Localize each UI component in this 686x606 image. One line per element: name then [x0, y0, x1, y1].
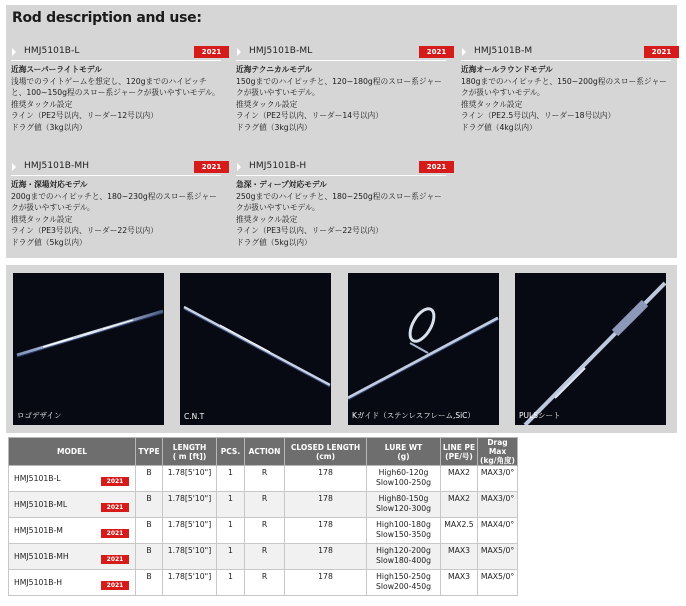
- header-model: MODEL: [9, 438, 136, 466]
- rod-category: 近海テクニカルモデル: [236, 65, 313, 74]
- year-badge: 2021: [101, 503, 129, 512]
- rod-model-name: HMJ5101B-M: [474, 46, 533, 56]
- cell-drag-max: MAX3/0°: [478, 466, 518, 492]
- cell-closed-length: 178: [285, 492, 367, 518]
- cell-drag-max: MAX3/0°: [478, 492, 518, 518]
- cell-length: 1.78[5'10"]: [163, 570, 217, 596]
- cell-line-pe: MAX3: [441, 570, 478, 596]
- year-badge: 2021: [644, 46, 679, 58]
- rod-card-ml: [236, 45, 447, 132]
- cell-closed-length: 178: [285, 544, 367, 570]
- cell-lure-wt: High120-200g Slow180-400g: [367, 544, 441, 570]
- rod-card-m: [461, 45, 672, 132]
- header-action: ACTION: [245, 438, 285, 466]
- rod-description-panel: [6, 5, 677, 258]
- rod-model-name: HMJ5101B-L: [24, 46, 80, 56]
- year-badge: 2021: [419, 46, 454, 58]
- cell-model: HMJ5101B-M 2021: [9, 518, 136, 544]
- rod-text-line: クが扱いやすいモデル。: [236, 203, 320, 213]
- table-row: [9, 544, 518, 570]
- year-badge: 2021: [101, 477, 129, 486]
- rod-card-h: [236, 160, 447, 247]
- rod-text-line: 150gまでのハイピッチと、120~180g程のスロー系ジャー: [236, 76, 442, 86]
- cell-closed-length: 178: [285, 518, 367, 544]
- divider: [11, 175, 221, 176]
- cell-drag-max: MAX5/0°: [478, 570, 518, 596]
- header-closed-length: CLOSED LENGTH (cm): [285, 438, 367, 466]
- year-badge: 2021: [101, 581, 129, 590]
- cell-action: R: [245, 492, 285, 518]
- cell-action: R: [245, 544, 285, 570]
- rod-text-line: ライン（PE2号以内、リーダー14号以内）: [236, 111, 383, 121]
- year-badge: 2021: [419, 161, 454, 173]
- rod-logo-image: [13, 273, 164, 425]
- divider: [236, 175, 446, 176]
- rod-model-name: HMJ5101B-H: [249, 161, 307, 171]
- rod-category: 近海オールラウンドモデル: [461, 65, 553, 74]
- year-badge: 2021: [101, 529, 129, 538]
- rod-text-line: ドラグ値（3kg以内）: [236, 122, 312, 132]
- arrow-right-icon: [12, 48, 16, 56]
- cell-action: R: [245, 570, 285, 596]
- rod-model-name: HMJ5101B-MH: [24, 161, 90, 171]
- cell-action: R: [245, 466, 285, 492]
- rod-text-line: 推奨タックル設定: [236, 99, 298, 109]
- rod-card-header: [236, 45, 446, 60]
- photo-caption: C.N.T: [184, 412, 205, 421]
- cell-lure-wt: High150-250g Slow200-450g: [367, 570, 441, 596]
- year-badge: 2021: [194, 161, 229, 173]
- cell-model: HMJ5101B-H 2021: [9, 570, 136, 596]
- cell-model: HMJ5101B-MH 2021: [9, 544, 136, 570]
- rod-description: [236, 179, 449, 249]
- header-line-pe: LINE PE (PE/号): [441, 438, 478, 466]
- cell-type: B: [136, 544, 163, 570]
- cell-lure-wt: High80-150g Slow120-300g: [367, 492, 441, 518]
- cell-type: B: [136, 466, 163, 492]
- rod-text-line: ドラグ値（5kg以内）: [11, 237, 87, 247]
- rod-text-line: 浅場でのライトゲームを想定し、120gまでのハイピッチ: [11, 76, 207, 86]
- cell-line-pe: MAX2.5: [441, 518, 478, 544]
- cell-type: B: [136, 570, 163, 596]
- table-row: [9, 518, 518, 544]
- arrow-right-icon: [237, 163, 241, 171]
- photo-k-guide: [348, 273, 499, 425]
- section-title: Rod description and use:: [12, 10, 202, 26]
- rod-text-line: ライン（PE2号以内、リーダー12号以内）: [11, 111, 158, 121]
- cell-line-pe: MAX3: [441, 544, 478, 570]
- cell-lure-wt: High60-120g Slow100-250g: [367, 466, 441, 492]
- arrow-right-icon: [462, 48, 466, 56]
- cell-pcs: 1: [217, 570, 245, 596]
- spec-table: [8, 437, 518, 596]
- cell-closed-length: 178: [285, 570, 367, 596]
- rod-card-header: [236, 160, 446, 175]
- rod-text-line: 推奨タックル設定: [11, 99, 73, 109]
- rod-category: 近海・深場対応モデル: [11, 180, 88, 189]
- arrow-right-icon: [12, 163, 16, 171]
- photo-caption: PULSシート: [519, 411, 561, 420]
- cell-type: B: [136, 492, 163, 518]
- table-row: [9, 492, 518, 518]
- cell-model: HMJ5101B-ML 2021: [9, 492, 136, 518]
- cell-length: 1.78[5'10"]: [163, 492, 217, 518]
- rod-card-header: [11, 45, 221, 60]
- table-row: [9, 570, 518, 596]
- rod-text-line: ドラグ値（4kg以内）: [461, 122, 537, 132]
- rod-text-line: ドラグ値（5kg以内）: [236, 237, 312, 247]
- cell-lure-wt: High100-180g Slow150-350g: [367, 518, 441, 544]
- cell-action: R: [245, 518, 285, 544]
- cell-length: 1.78[5'10"]: [163, 518, 217, 544]
- rod-cnt-image: [180, 273, 331, 425]
- rod-text-line: 200gまでのハイピッチと、180~230g程のスロー系ジャー: [11, 191, 217, 201]
- rod-text-line: クが扱いやすいモデル。: [11, 203, 95, 213]
- photo-puls-seat: [515, 273, 666, 425]
- divider: [461, 60, 671, 61]
- table-header-row: [9, 438, 518, 466]
- photo-logo-design: [13, 273, 164, 425]
- cell-length: 1.78[5'10"]: [163, 544, 217, 570]
- photo-cnt: [180, 273, 331, 425]
- rod-text-line: ライン（PE3号以内、リーダー22号以内）: [236, 226, 383, 236]
- cell-line-pe: MAX2: [441, 492, 478, 518]
- cell-pcs: 1: [217, 492, 245, 518]
- rod-card-mh: [11, 160, 222, 247]
- feature-gallery: [6, 265, 677, 433]
- rod-guide-image: [348, 273, 499, 425]
- rod-text-line: クが扱いやすいモデル。: [236, 88, 320, 98]
- table-row: [9, 466, 518, 492]
- rod-model-name: HMJ5101B-ML: [249, 46, 313, 56]
- rod-text-line: ライン（PE3号以内、リーダー22号以内）: [11, 226, 158, 236]
- cell-pcs: 1: [217, 544, 245, 570]
- cell-type: B: [136, 518, 163, 544]
- rod-seat-image: [515, 273, 666, 425]
- rod-description: [236, 64, 449, 134]
- header-type: TYPE: [136, 438, 163, 466]
- rod-text-line: ドラグ値（3kg以内）: [11, 122, 87, 132]
- arrow-right-icon: [237, 48, 241, 56]
- cell-closed-length: 178: [285, 466, 367, 492]
- rod-card-l: [11, 45, 222, 132]
- year-badge: 2021: [101, 555, 129, 564]
- rod-text-line: と、100~150g程のスロー系ジャークが扱いやすいモデル。: [11, 88, 220, 98]
- photo-caption: ロゴデザイン: [17, 411, 62, 420]
- rod-card-header: [461, 45, 671, 60]
- rod-text-line: 180gまでのハイピッチと、150~200g程のスロー系ジャー: [461, 76, 667, 86]
- header-pcs: PCS.: [217, 438, 245, 466]
- cell-line-pe: MAX2: [441, 466, 478, 492]
- header-drag-max: Drag Max (kg/角度): [478, 438, 518, 466]
- header-lure-wt: LURE WT (g): [367, 438, 441, 466]
- cell-pcs: 1: [217, 466, 245, 492]
- rod-text-line: クが扱いやすいモデル。: [461, 88, 545, 98]
- rod-card-header: [11, 160, 221, 175]
- photo-caption: Kガイド（ステンレスフレーム,SiC）: [352, 411, 475, 420]
- rod-text-line: 推奨タックル設定: [11, 214, 73, 224]
- divider: [236, 60, 446, 61]
- cell-drag-max: MAX5/0°: [478, 544, 518, 570]
- rod-text-line: ライン（PE2.5号以内、リーダー18号以内）: [461, 111, 616, 121]
- rod-description: [11, 179, 224, 249]
- rod-text-line: 推奨タックル設定: [236, 214, 298, 224]
- header-length: LENGTH ( m [ft]): [163, 438, 217, 466]
- divider: [11, 60, 221, 61]
- year-badge: 2021: [194, 46, 229, 58]
- cell-model: HMJ5101B-L 2021: [9, 466, 136, 492]
- cell-drag-max: MAX4/0°: [478, 518, 518, 544]
- rod-description: [11, 64, 224, 134]
- rod-text-line: 推奨タックル設定: [461, 99, 523, 109]
- rod-text-line: 250gまでのハイピッチと、180~250g程のスロー系ジャー: [236, 191, 442, 201]
- cell-length: 1.78[5'10"]: [163, 466, 217, 492]
- rod-description: [461, 64, 674, 134]
- rod-category: 近海スーパーライトモデル: [11, 65, 102, 74]
- rod-category: 急深・ディープ対応モデル: [236, 180, 327, 189]
- cell-pcs: 1: [217, 518, 245, 544]
